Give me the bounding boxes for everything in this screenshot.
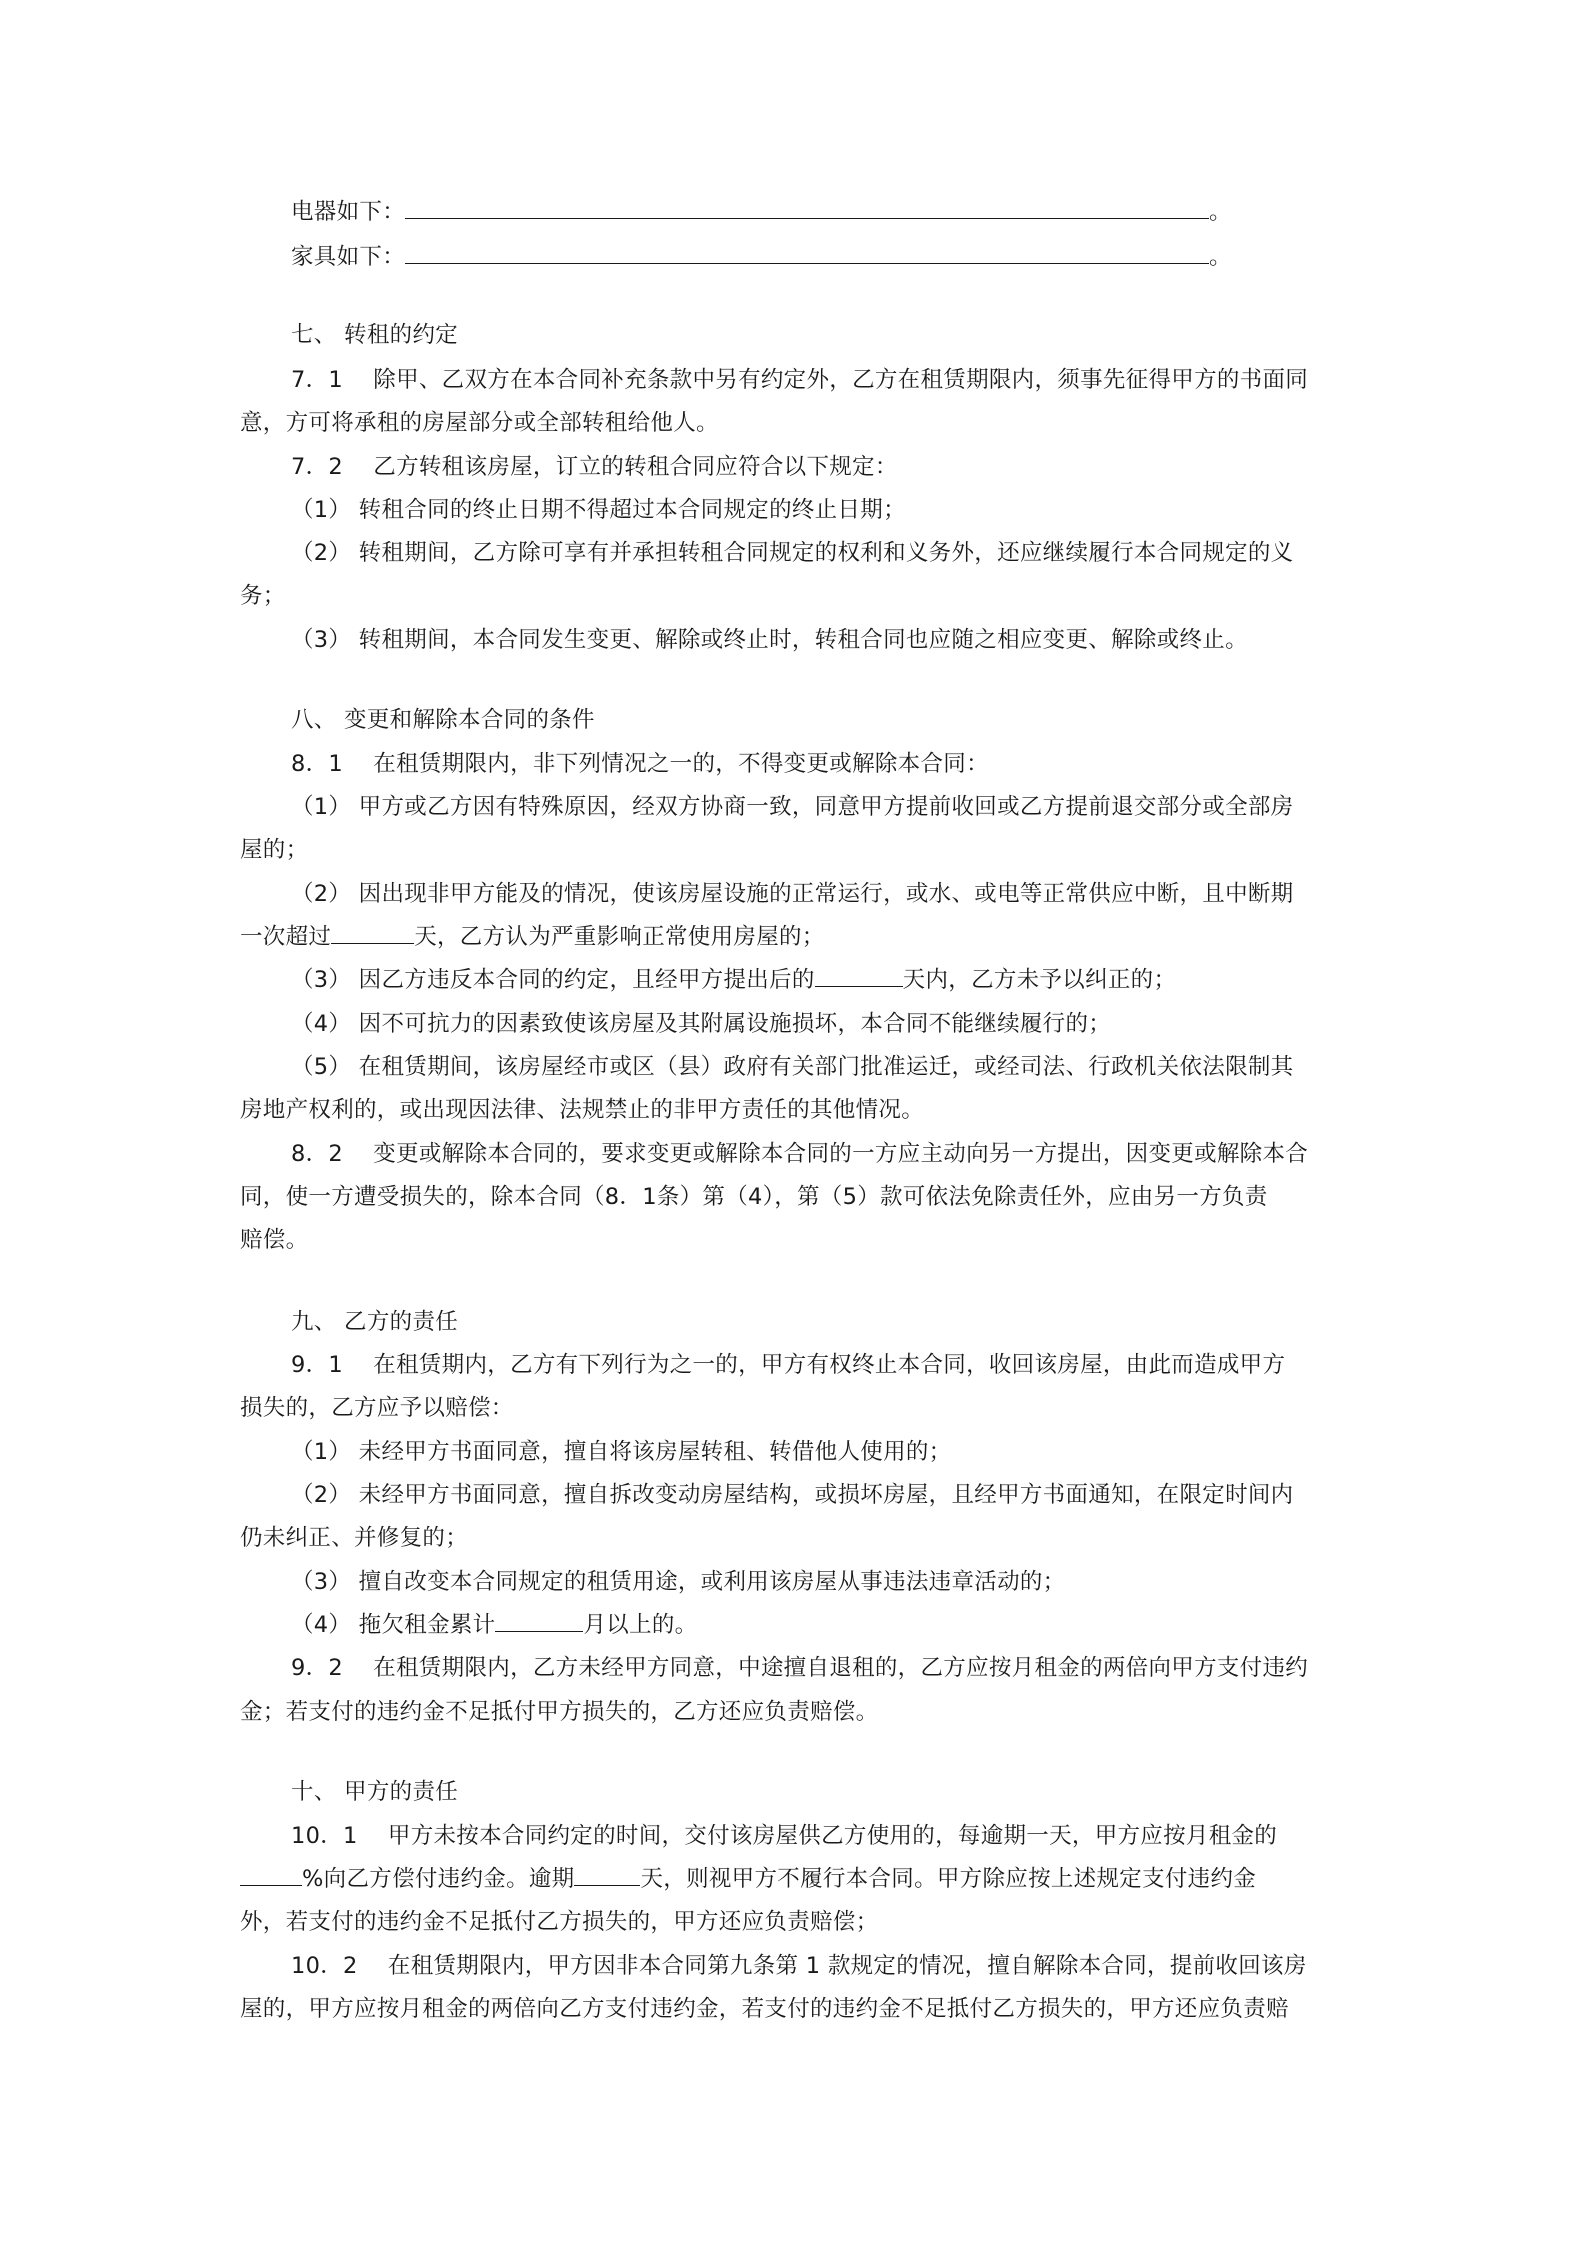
clause-8-1-item-2-text-b: 天，乙方认为严重影响正常使用房屋的； [414, 924, 825, 950]
appliances-end: 。 [1209, 199, 1232, 225]
clause-8-1-item-2-text-a: 一次超过 [240, 924, 332, 950]
appliances-fill-blank[interactable] [405, 198, 1209, 219]
clause-8-2-line-1: 8．2 变更或解除本合同的，要求变更或解除本合同的一方应主动向另一方提出，因变更或解除本合 [291, 1141, 1309, 1167]
clause-9-1-item-4-text-a: （4） 拖欠租金累计 [291, 1612, 496, 1638]
appliances-line [291, 197, 1232, 227]
clause-9-1-item-1: （1） 未经甲方书面同意，擅自将该房屋转租、转借他人使用的； [291, 1439, 952, 1465]
clause-8-1-item-5-line-2: 房地产权利的，或出现因法律、法规禁止的非甲方责任的其他情况。 [240, 1097, 925, 1123]
clause-8-1-item-3-text-a: （3） 因乙方违反本合同的约定，且经甲方提出后的 [291, 967, 815, 993]
clause-8-1: 8．1 在租赁期限内，非下列情况之一的，不得变更或解除本合同： [291, 751, 989, 777]
clause-10-1-line-2 [240, 1864, 1256, 1894]
clause-8-1-item-3 [291, 965, 1176, 995]
clause-8-1-item-1-line-2: 屋的； [240, 837, 309, 863]
clause-7-2-item-2-line-1: （2） 转租期间，乙方除可享有并承担转租合同规定的权利和义务外，还应继续履行本合同规定的义 [291, 540, 1294, 566]
overdue-days-blank[interactable] [574, 1865, 640, 1886]
months-arrears-blank[interactable] [495, 1611, 583, 1632]
furniture-line [291, 242, 1232, 272]
clause-10-1-text-b: %向乙方偿付违约金。逾期 [302, 1866, 575, 1892]
clause-9-1-item-4-text-b: 月以上的。 [583, 1612, 698, 1638]
clause-10-1-line-1: 10．1 甲方未按本合同约定的时间，交付该房屋供乙方使用的，每逾期一天，甲方应按月租金的 [291, 1823, 1278, 1849]
clause-9-1-item-4 [291, 1610, 697, 1640]
clause-7-1-line-1: 7．1 除甲、乙双方在本合同补充条款中另有约定外，乙方在租赁期限内，须事先征得甲方的书面同 [291, 367, 1309, 393]
clause-8-2-line-2: 同，使一方遭受损失的，除本合同（8．1条）第（4），第（5）款可依法免除责任外，应由另一方负责 [240, 1184, 1268, 1210]
section-9-title: 九、 乙方的责任 [291, 1309, 459, 1335]
clause-7-1-line-2: 意，方可将承租的房屋部分或全部转租给他人。 [240, 410, 719, 436]
clause-8-1-item-2-line-2 [240, 922, 825, 952]
section-7-title: 七、 转租的约定 [291, 322, 459, 348]
section-8-title: 八、 变更和解除本合同的条件 [291, 707, 595, 733]
clause-9-2-line-1: 9．2 在租赁期限内，乙方未经甲方同意，中途擅自退租的，乙方应按月租金的两倍向甲方支付违约 [291, 1655, 1309, 1681]
section-10-title: 十、 甲方的责任 [291, 1779, 459, 1805]
clause-8-1-item-1-line-1: （1） 甲方或乙方因有特殊原因，经双方协商一致，同意甲方提前收回或乙方提前退交部分或全部房 [291, 794, 1294, 820]
furniture-label: 家具如下： [291, 244, 406, 270]
days-correction-blank[interactable] [815, 966, 903, 987]
clause-10-2-line-2: 屋的，甲方应按月租金的两倍向乙方支付违约金，若支付的违约金不足抵付乙方损失的，甲方还应负责赔 [240, 1996, 1289, 2022]
clause-8-2-line-3: 赔偿。 [240, 1227, 309, 1253]
clause-9-1-item-2-line-2: 仍未纠正、并修复的； [240, 1525, 469, 1551]
days-interruption-blank[interactable] [331, 923, 414, 944]
furniture-end: 。 [1209, 244, 1232, 270]
clause-9-1-item-2-line-1: （2） 未经甲方书面同意，擅自拆改变动房屋结构，或损坏房屋，且经甲方书面通知，在限定时间内 [291, 1482, 1294, 1508]
clause-9-1-line-1: 9．1 在租赁期内，乙方有下列行为之一的，甲方有权终止本合同，收回该房屋，由此而造成甲方 [291, 1352, 1286, 1378]
clause-9-2-line-2: 金；若支付的违约金不足抵付甲方损失的，乙方还应负责赔偿。 [240, 1699, 879, 1725]
clause-9-1-line-2: 损失的，乙方应予以赔偿： [240, 1395, 514, 1421]
clause-9-1-item-3: （3） 擅自改变本合同规定的租赁用途，或利用该房屋从事违法违章活动的； [291, 1569, 1066, 1595]
clause-7-2-item-3: （3） 转租期间，本合同发生变更、解除或终止时，转租合同也应随之相应变更、解除或终止。 [291, 627, 1248, 653]
clause-10-2-line-1: 10．2 在租赁期限内，甲方因非本合同第九条第 1 款规定的情况，擅自解除本合同，提前收回该房 [291, 1953, 1307, 1979]
clause-7-2: 7．2 乙方转租该房屋，订立的转租合同应符合以下规定： [291, 454, 898, 480]
clause-8-1-item-2-line-1: （2） 因出现非甲方能及的情况，使该房屋设施的正常运行，或水、或电等正常供应中断，且中断期 [291, 881, 1294, 907]
clause-8-1-item-4: （4） 因不可抗力的因素致使该房屋及其附属设施损坏，本合同不能继续履行的； [291, 1011, 1112, 1037]
clause-10-1-text-c: 天，则视甲方不履行本合同。甲方除应按上述规定支付违约金 [640, 1866, 1257, 1892]
clause-8-1-item-5-line-1: （5） 在租赁期间，该房屋经市或区（县）政府有关部门批准运迁，或经司法、行政机关依法限制其 [291, 1054, 1294, 1080]
penalty-percent-blank[interactable] [240, 1865, 302, 1886]
clause-7-2-item-2-line-2: 务； [240, 583, 286, 609]
clause-7-2-item-1: （1） 转租合同的终止日期不得超过本合同规定的终止日期； [291, 497, 906, 523]
clause-10-1-line-3: 外，若支付的违约金不足抵付乙方损失的，甲方还应负责赔偿； [240, 1909, 879, 1935]
furniture-fill-blank[interactable] [405, 243, 1209, 264]
appliances-label: 电器如下： [291, 199, 406, 225]
clause-8-1-item-3-text-b: 天内，乙方未予以纠正的； [902, 967, 1177, 993]
